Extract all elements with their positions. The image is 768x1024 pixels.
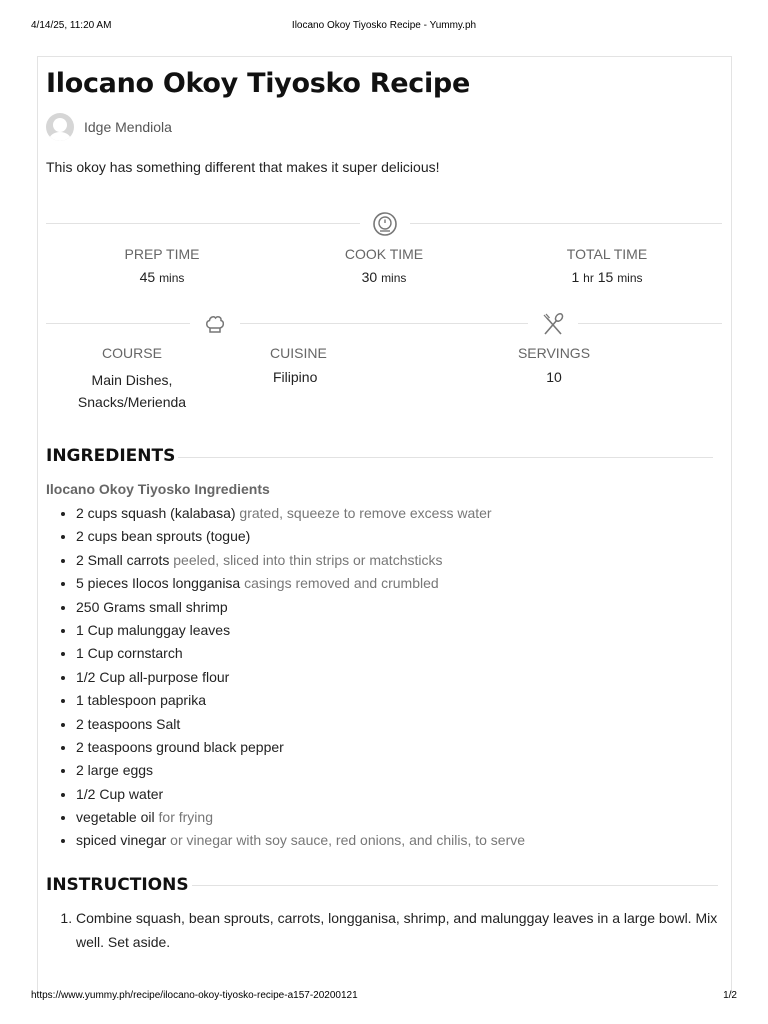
page-number: 1/2 [723,990,737,1001]
ingredient-main: 2 cups squash (kalabasa) [76,505,236,521]
ingredient-main: 1 Cup malunggay leaves [76,621,231,638]
total-time-hours: 1 [571,269,580,285]
divider [240,323,528,324]
divider [192,885,718,886]
course-value [62,369,202,413]
chef-hat-icon [200,309,230,339]
recipe-summary: This okoy has something different that makes it super delicious! [46,159,440,175]
ingredient-item [76,549,525,572]
ingredient-main: 1 Cup cornstarch [76,645,183,662]
ingredient-item [76,736,525,759]
ingredient-item [76,666,525,689]
ingredient-note: grated, squeeze to remove excess water [235,505,492,521]
total-time-hours-unit: hr [583,271,594,285]
divider [178,457,713,458]
cuisine-label: CUISINE [270,345,327,361]
recipe-author[interactable] [46,113,172,141]
ingredient-main: 1/2 Cup water [76,785,164,802]
ingredient-main: 1/2 Cup all-purpose flour [76,668,230,685]
ingredient-item [76,596,525,619]
cook-time-value [284,269,484,285]
utensils-icon [538,309,568,339]
total-time-label: TOTAL TIME [566,246,648,262]
course-line-1: Main Dishes, [91,372,173,388]
ingredient-item [76,642,525,665]
prep-time-value [62,269,262,285]
cook-time-number: 30 [361,269,378,285]
ingredient-main: 2 cups bean sprouts (togue) [76,528,251,545]
ingredient-main: spiced vinegar [76,832,167,849]
ingredient-item [76,525,525,548]
ingredient-item [76,829,525,852]
ingredient-main: 1 tablespoon paprika [76,692,206,709]
instruction-list [46,906,726,954]
divider [46,323,190,324]
print-url: https://www.yummy.ph/recipe/ilocano-okoy-tiyosko-recipe-a157-20200121 [31,990,358,1001]
print-date: 4/14/25, 11:20 AM [31,20,112,31]
ingredient-main: 2 teaspoons ground black pepper [76,738,284,755]
ingredient-item [76,806,525,829]
ingredient-item [76,619,525,642]
ingredient-item [76,713,525,736]
ingredients-heading: INGREDIENTS [46,446,176,466]
ingredient-item [76,689,525,712]
ingredient-note: or vinegar with soy sauce, red onions, and chilis, to serve [166,832,526,849]
total-time-value [507,269,707,285]
ingredient-item [76,759,525,782]
cook-time-label: COOK TIME [344,246,424,262]
ingredient-item [76,572,525,595]
ingredient-main: 5 pieces Ilocos longganisa [76,575,241,592]
cook-time-unit: mins [381,271,407,285]
ingredient-main: 2 teaspoons Salt [76,715,181,732]
ingredient-main: 2 Small carrots [76,551,170,568]
ingredient-main: vegetable oil [76,809,155,826]
author-name[interactable]: Idge Mendiola [84,119,172,135]
avatar [46,113,74,141]
ingredient-note: for frying [154,809,213,826]
ingredient-list [46,502,525,853]
ingredient-main: 250 Grams small shrimp [76,598,228,615]
print-title: Ilocano Okoy Tiyosko Recipe - Yummy.ph [291,20,477,31]
ingredient-item [76,783,525,806]
prep-time-label: PREP TIME [124,246,200,262]
print-footer [31,990,737,1004]
divider [46,223,360,224]
course-line-2: Snacks/Merienda [77,394,187,410]
timer-icon [370,209,400,239]
ingredient-group-title: Ilocano Okoy Tiyosko Ingredients [46,481,270,497]
divider [578,323,722,324]
total-time-minutes: 15 [597,269,614,285]
servings-value: 10 [546,369,562,385]
ingredient-note: peeled, sliced into thin strips or matchsticks [169,551,443,568]
cuisine-value: Filipino [273,369,318,385]
recipe-title: Ilocano Okoy Tiyosko Recipe [46,68,470,99]
divider [410,223,722,224]
total-time-minutes-unit: mins [617,271,643,285]
ingredient-note: casings removed and crumbled [240,575,439,592]
course-label: COURSE [102,345,162,361]
prep-time-unit: mins [159,271,185,285]
instructions-heading: INSTRUCTIONS [46,875,189,895]
prep-time-number: 45 [139,269,156,285]
instruction-step: 1. Combine squash, bean sprouts, carrots, longganisa, shrimp, and malunggay leaves in a large bowl. Mix well. Set aside. [76,906,726,954]
ingredient-item [76,502,525,525]
print-header [31,20,737,34]
servings-label: SERVINGS [517,345,591,361]
ingredient-main: 2 large eggs [76,762,154,779]
